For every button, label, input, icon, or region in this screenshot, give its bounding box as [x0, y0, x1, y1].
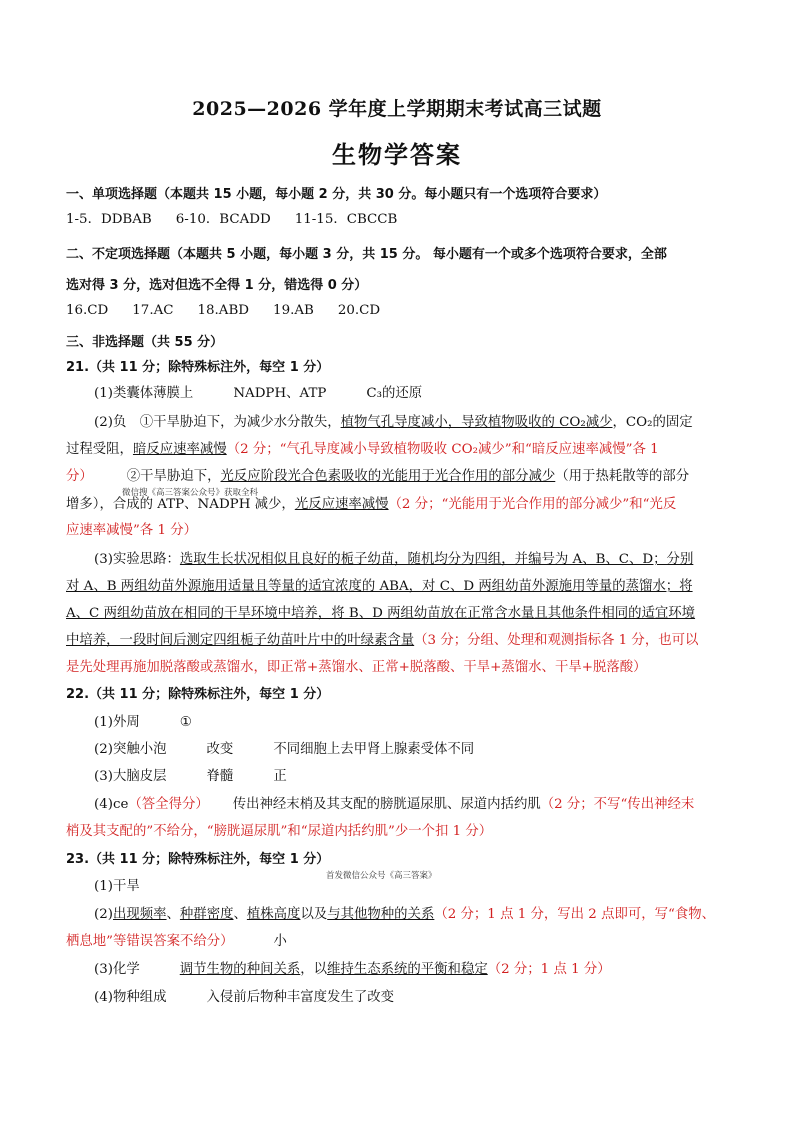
q22-answer: 传出神经末梢及其支配的膀胱逼尿肌、尿道内括约肌: [232, 797, 541, 812]
q23-scoring-note: （2 分；1 点 1 分，写出 2 点即可，写“食物、: [434, 907, 716, 922]
q23-part4: [94, 989, 394, 1007]
q21-answer: (1)类囊体薄膜上: [94, 386, 194, 401]
q23-key-point: 维持生态系统的平衡和稳定: [327, 962, 488, 977]
q23-text: ，以: [300, 962, 328, 977]
q22-answer: ①: [179, 715, 192, 730]
q21-scoring-note: （2 分；“气孔导度减小导致植物吸收 CO₂减少”和“暗反应速率减慢”各 1: [226, 442, 659, 457]
exam-title: 2025—2026 学年度上学期期末考试高三试题: [192, 98, 602, 120]
section2-heading-line2: 选对得 3 分，选对但选不全得 1 分，错选得 0 分）: [66, 278, 368, 293]
q21-scoring-note: 是先处理再施加脱落酸或蒸馏水，即正常+蒸馏水、正常+脱落酸、干旱+蒸馏水、干旱+脱落酸）: [66, 660, 647, 675]
q21-text: (2)负 ①干旱胁迫下，为减少水分散失，: [94, 415, 341, 430]
q23-answer: 入侵前后物种丰富度发生了改变: [206, 990, 394, 1005]
q21-answer: C₃的还原: [366, 386, 423, 401]
answer-group: 6-10．BCADD: [175, 212, 271, 227]
q21-key-point: 中培养，一段时间后测定四组栀子幼苗叶片中的叶绿素含量: [66, 633, 415, 648]
q21-part2-line3: [66, 468, 689, 486]
answer-group: 1-5．DDBAB: [66, 212, 152, 227]
q21-text: (3)实验思路：: [94, 552, 180, 567]
q21-key-point: 对 A、B 两组幼苗外源施用适量且等量的适宜浓度的 ABA，对 C、D 两组幼苗外源施用等量的蒸馏水；将: [66, 579, 693, 594]
q23-part2-line2: [66, 933, 287, 951]
q22-header: 22.（共 11 分；除特殊标注外，每空 1 分）: [66, 687, 330, 702]
q22-answer: 改变: [206, 742, 234, 757]
q22-answer: (4)ce: [94, 797, 129, 812]
q21-text: 过程受阻，: [66, 442, 133, 457]
q23-scoring-note: 栖息地”等错误答案不给分）: [66, 934, 234, 949]
q21-key-point: A、C 两组幼苗放在相同的干旱环境中培养，将 B、D 两组幼苗放在正常含水量且其他条件相同的适宜环境: [66, 606, 696, 621]
q23-part3: [94, 961, 611, 979]
q22-answer: 正: [273, 769, 287, 784]
q21-key-point: 光反应速率减慢: [294, 497, 389, 512]
q21-text: ，CO₂的固定: [612, 415, 693, 430]
q21-part1: [94, 385, 422, 403]
q23-header: 23.（共 11 分；除特殊标注外，每空 1 分）: [66, 852, 330, 867]
section1-answers: [66, 211, 397, 229]
answer-group: 16.CD: [66, 303, 109, 318]
q21-scoring-note: （2 分；“光能用于光合作用的部分减少”和“光反: [388, 497, 677, 512]
q23-answer: 小: [273, 934, 287, 949]
q22-answer: (2)突触小泡: [94, 742, 167, 757]
q21-text: 增多），合成的 ATP、NADPH 减少，: [66, 497, 295, 512]
watermark-text: 微信搜《高三答案公众号》获取全科: [122, 488, 259, 498]
q21-part3-line5: [66, 659, 647, 677]
answer-group: 20.CD: [337, 303, 381, 318]
answer-subtitle: 生物学答案: [332, 141, 462, 169]
q22-part3: [94, 768, 287, 786]
q23-text: (2): [94, 907, 113, 922]
q21-part2-line5: [66, 522, 197, 540]
q21-scoring-note: 分）: [66, 469, 93, 484]
q23-key-point: 植株高度: [246, 907, 301, 922]
q21-key-point: 光反应阶段光合色素吸收的光能用于光合作用的部分减少: [220, 469, 556, 484]
section1-heading: 一、单项选择题（本题共 15 小题，每小题 2 分，共 30 分。每小题只有一个选项符合要求）: [66, 187, 607, 202]
q22-part2: [94, 741, 474, 759]
q22-part1: [94, 714, 192, 732]
answer-group: 11-15．CBCCB: [294, 212, 398, 227]
q23-text: 、: [166, 907, 180, 922]
q23-scoring-note: （2 分；1 点 1 分）: [487, 962, 611, 977]
q23-text: 以及: [300, 907, 328, 922]
q21-header: 21.（共 11 分；除特殊标注外，每空 1 分）: [66, 360, 330, 375]
q22-scoring-note: （答全得分）: [128, 797, 209, 812]
watermark-text: 首发微信公众号《高三答案》: [326, 871, 437, 881]
q21-key-point: 暗反应速率减慢: [132, 442, 227, 457]
section2-heading-line1: 二、不定项选择题（本题共 5 小题，每小题 3 分，共 15 分。 每小题有一个或多个选项符合要求，全部: [66, 247, 667, 262]
q23-answer: (3)化学: [94, 962, 140, 977]
q23-part2-line1: [94, 906, 715, 924]
q23-key-point: 出现频率: [112, 907, 167, 922]
q22-scoring-note: （2 分；不写“传出神经末: [540, 797, 695, 812]
q22-answer: 不同细胞上去甲肾上腺素受体不同: [273, 742, 475, 757]
q22-scoring-note: 梢及其支配的”不给分，“膀胱逼尿肌”和“尿道内括约肌”少一个扣 1 分）: [66, 824, 493, 839]
q21-part3-line1: [94, 551, 693, 569]
q23-text: 、: [233, 907, 247, 922]
q22-answer: (3)大脑皮层: [94, 769, 167, 784]
q23-key-point: 种群密度: [179, 907, 234, 922]
q22-part4-line2: [66, 823, 492, 841]
q21-key-point: 选取生长状况相似且良好的栀子幼苗，随机均分为四组，并编号为 A、B、C、D；分别: [179, 552, 694, 567]
q21-answer: NADPH、ATP: [233, 386, 327, 401]
q23-part1: (1)干旱: [94, 879, 140, 894]
q21-text: ②干旱胁迫下，: [126, 469, 221, 484]
q22-answer: 脊髓: [206, 769, 234, 784]
answer-group: 18.ABD: [197, 303, 250, 318]
q23-key-point: 调节生物的种间关系: [179, 962, 301, 977]
q23-answer: (4)物种组成: [94, 990, 167, 1005]
q23-key-point: 与其他物种的关系: [327, 907, 435, 922]
answer-group: 19.AB: [273, 303, 314, 318]
q21-part2-line1: [94, 414, 693, 432]
q21-part3-line3: [66, 605, 695, 623]
section2-answers: [66, 302, 380, 320]
q21-scoring-note: 应速率减慢”各 1 分）: [66, 523, 198, 538]
answer-group: 17.AC: [132, 303, 174, 318]
q22-answer: (1)外周: [94, 715, 140, 730]
section3-heading: 三、非选择题（共 55 分）: [66, 335, 224, 350]
q21-part2-line2: [66, 441, 659, 459]
q21-part2-line4: [66, 496, 676, 514]
q21-scoring-note: （3 分；分组、处理和观测指标各 1 分，也可以: [414, 633, 699, 648]
q22-part4-line1: [94, 796, 694, 814]
q21-part3-line4: [66, 632, 698, 650]
q21-part3-line2: [66, 578, 693, 596]
q21-key-point: 植物气孔导度减小，导致植物吸收的 CO₂减少: [340, 415, 613, 430]
q21-text: （用于热耗散等的部分: [555, 469, 690, 484]
